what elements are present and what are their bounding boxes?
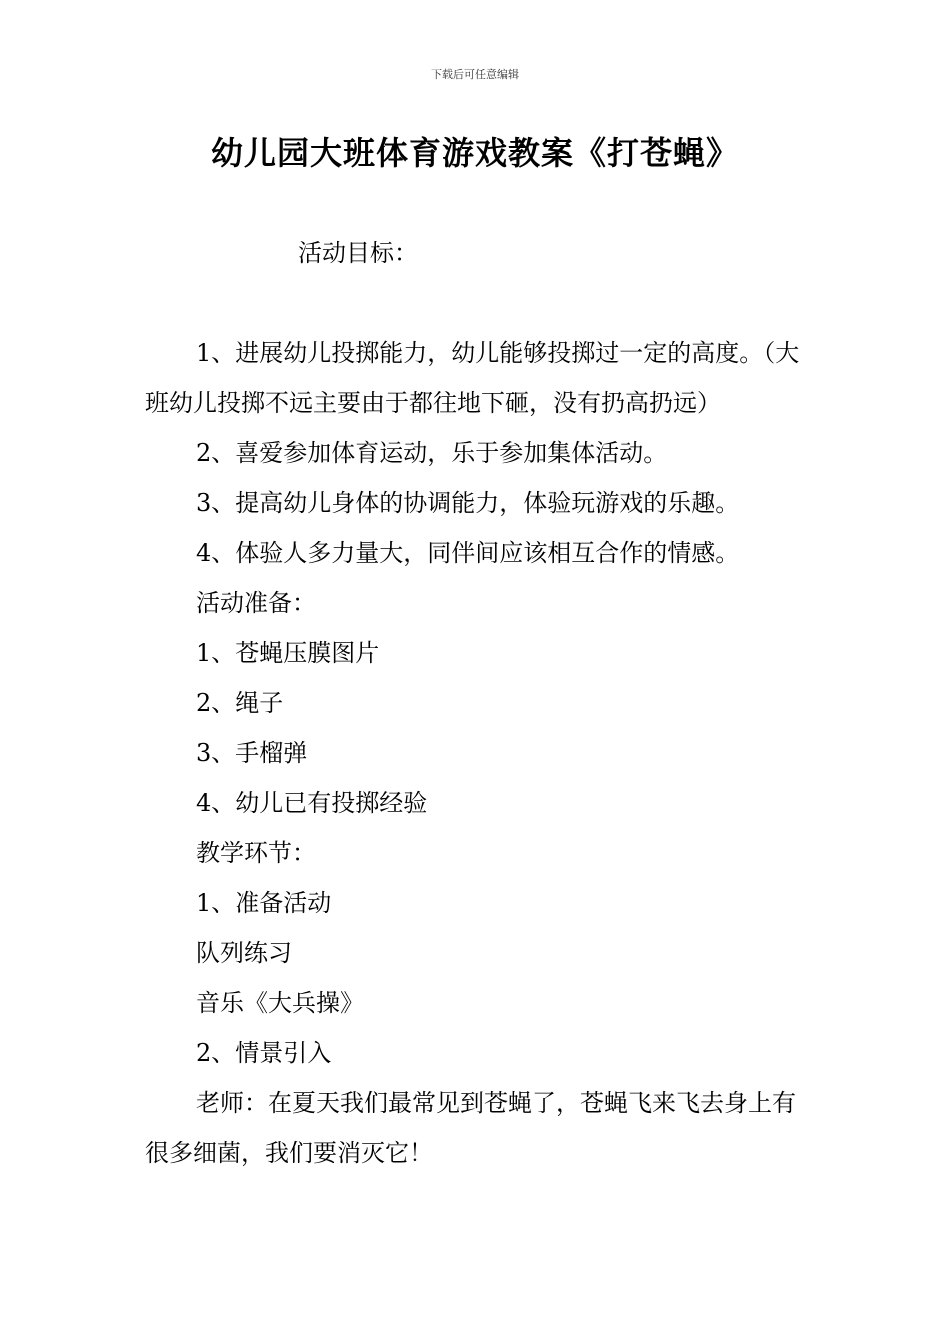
goal-heading: 活动目标： <box>298 239 418 267</box>
prep-heading: 活动准备： <box>196 589 316 617</box>
prep-item-3: 3、手榴弹 <box>196 739 308 767</box>
prep-item-1: 1、苍蝇压膜图片 <box>196 639 380 667</box>
step-item-2a: 老师：在夏天我们最常见到苍蝇了，苍蝇飞来飞去身上有很多细菌，我们要消灭它！ <box>145 1089 796 1167</box>
prep-item-2: 2、绳子 <box>196 689 284 717</box>
step-item-2: 2、情景引入 <box>196 1039 332 1067</box>
goal-item-2: 2、喜爱参加体育运动，乐于参加集体活动。 <box>196 439 668 467</box>
goal-item-1: 1、进展幼儿投掷能力，幼儿能够投掷过一定的高度。（大班幼儿投掷不远主要由于都往地下砸，没有扔高扔远） <box>145 339 800 417</box>
document-title: 幼儿园大班体育游戏教案《打苍蝇》 <box>210 134 739 172</box>
step-item-1: 1、准备活动 <box>196 889 332 917</box>
prep-item-4: 4、幼儿已有投掷经验 <box>196 789 428 817</box>
goal-item-4: 4、体验人多力量大，同伴间应该相互合作的情感。 <box>196 539 740 567</box>
goal-item-3: 3、提高幼儿身体的协调能力，体验玩游戏的乐趣。 <box>196 489 740 517</box>
step-item-1a: 队列练习 <box>196 939 292 967</box>
steps-heading: 教学环节： <box>196 839 316 867</box>
document-body <box>145 228 810 1178</box>
page-header-note: 下载后可任意编辑 <box>431 68 519 81</box>
step-item-1b: 音乐《大兵操》 <box>196 989 364 1017</box>
